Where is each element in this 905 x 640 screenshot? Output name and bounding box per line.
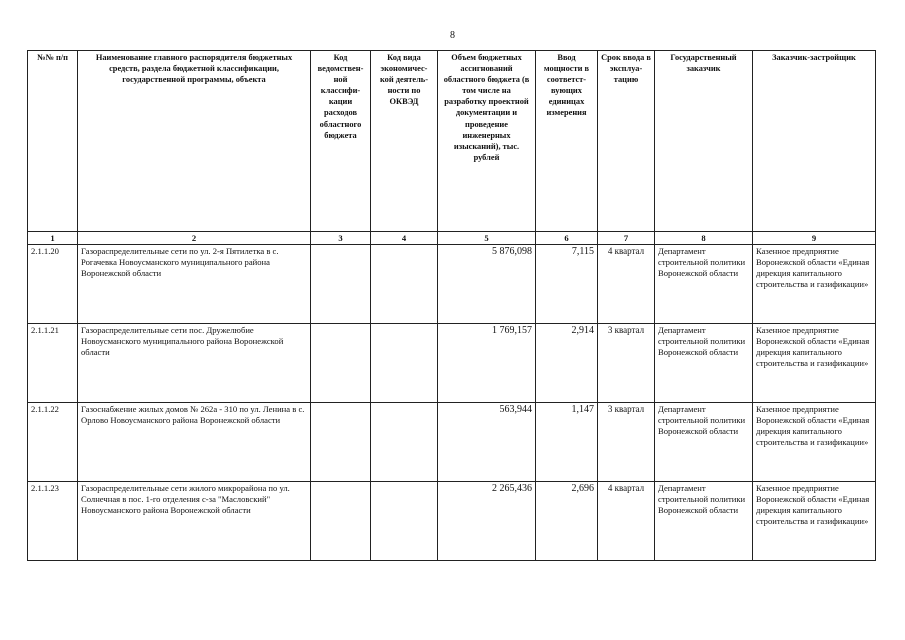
budget-table <box>27 50 876 561</box>
commission-term: 4 квартал <box>598 245 655 324</box>
header-cell-capacity: Ввод мощности в соответст-вующих единицах измерения <box>536 51 598 232</box>
row-id: 2.1.1.21 <box>28 324 78 403</box>
header-cell-name: Наименование главного распорядителя бюджетных средств, раздела бюджетной классификации, государственной программы, объекта <box>78 51 311 232</box>
column-number: 8 <box>655 232 753 245</box>
commission-term: 3 квартал <box>598 403 655 482</box>
budget-volume: 5 876,098 <box>438 245 536 324</box>
header-cell-developer: Заказчик-застройщик <box>753 51 876 232</box>
table-header-row <box>28 51 876 232</box>
commission-term: 3 квартал <box>598 324 655 403</box>
state-customer: Департамент строительной политики Воронежской области <box>655 324 753 403</box>
row-id: 2.1.1.23 <box>28 482 78 561</box>
column-number: 4 <box>371 232 438 245</box>
developer: Казенное предприятие Воронежской области «Единая дирекция капитального строительства и газификации» <box>753 403 876 482</box>
okved-code <box>371 482 438 561</box>
page-number: 8 <box>450 30 455 41</box>
commission-term: 4 квартал <box>598 482 655 561</box>
header-cell-dept-code: Код ведомствен-ной классифи-кации расходов областного бюджета <box>311 51 371 232</box>
budget-volume: 1 769,157 <box>438 324 536 403</box>
header-cell-number: №№ п/п <box>28 51 78 232</box>
developer: Казенное предприятие Воронежской области «Единая дирекция капитального строительства и газификации» <box>753 482 876 561</box>
column-number: 2 <box>78 232 311 245</box>
budget-volume: 563,944 <box>438 403 536 482</box>
developer: Казенное предприятие Воронежской области «Единая дирекция капитального строительства и газификации» <box>753 245 876 324</box>
capacity: 2,914 <box>536 324 598 403</box>
header-cell-state-customer: Государственный заказчик <box>655 51 753 232</box>
column-number-row <box>28 232 876 245</box>
state-customer: Департамент строительной политики Воронежской области <box>655 482 753 561</box>
developer: Казенное предприятие Воронежской области «Единая дирекция капитального строительства и газификации» <box>753 324 876 403</box>
object-name: Газораспределительные сети пос. Дружелюбие Новоусманского муниципального района Воронежской области <box>78 324 311 403</box>
column-number: 9 <box>753 232 876 245</box>
header-cell-commission-term: Срок ввода в эксплуа-тацию <box>598 51 655 232</box>
object-name: Газоснабжение жилых домов № 262а - 310 по ул. Ленина в с. Орлово Новоусманского района Воронежской области <box>78 403 311 482</box>
dept-code <box>311 403 371 482</box>
table-row <box>28 245 876 324</box>
capacity: 1,147 <box>536 403 598 482</box>
okved-code <box>371 245 438 324</box>
column-number: 7 <box>598 232 655 245</box>
column-number: 6 <box>536 232 598 245</box>
capacity: 2,696 <box>536 482 598 561</box>
header-cell-okved-code: Код вида экономичес-кой деятель-ности по ОКВЭД <box>371 51 438 232</box>
okved-code <box>371 403 438 482</box>
capacity: 7,115 <box>536 245 598 324</box>
okved-code <box>371 324 438 403</box>
row-id: 2.1.1.22 <box>28 403 78 482</box>
dept-code <box>311 245 371 324</box>
object-name: Газораспределительные сети жилого микрорайона по ул. Солнечная в пос. 1-го отделения с-за "Масловский" Новоусманского района Воронежской области <box>78 482 311 561</box>
dept-code <box>311 324 371 403</box>
header-cell-budget-volume: Объем бюджетных ассигнований областного бюджета (в том числе на разработку проектной документации и проведение инженерных изысканий), тыс. рублей <box>438 51 536 232</box>
state-customer: Департамент строительной политики Воронежской области <box>655 403 753 482</box>
table-row <box>28 482 876 561</box>
dept-code <box>311 482 371 561</box>
object-name: Газораспределительные сети по ул. 2-я Пятилетка в с. Рогачевка Новоусманского муниципального района Воронежской области <box>78 245 311 324</box>
state-customer: Департамент строительной политики Воронежской области <box>655 245 753 324</box>
table-row <box>28 403 876 482</box>
row-id: 2.1.1.20 <box>28 245 78 324</box>
column-number: 5 <box>438 232 536 245</box>
column-number: 1 <box>28 232 78 245</box>
budget-volume: 2 265,436 <box>438 482 536 561</box>
column-number: 3 <box>311 232 371 245</box>
table-row <box>28 324 876 403</box>
